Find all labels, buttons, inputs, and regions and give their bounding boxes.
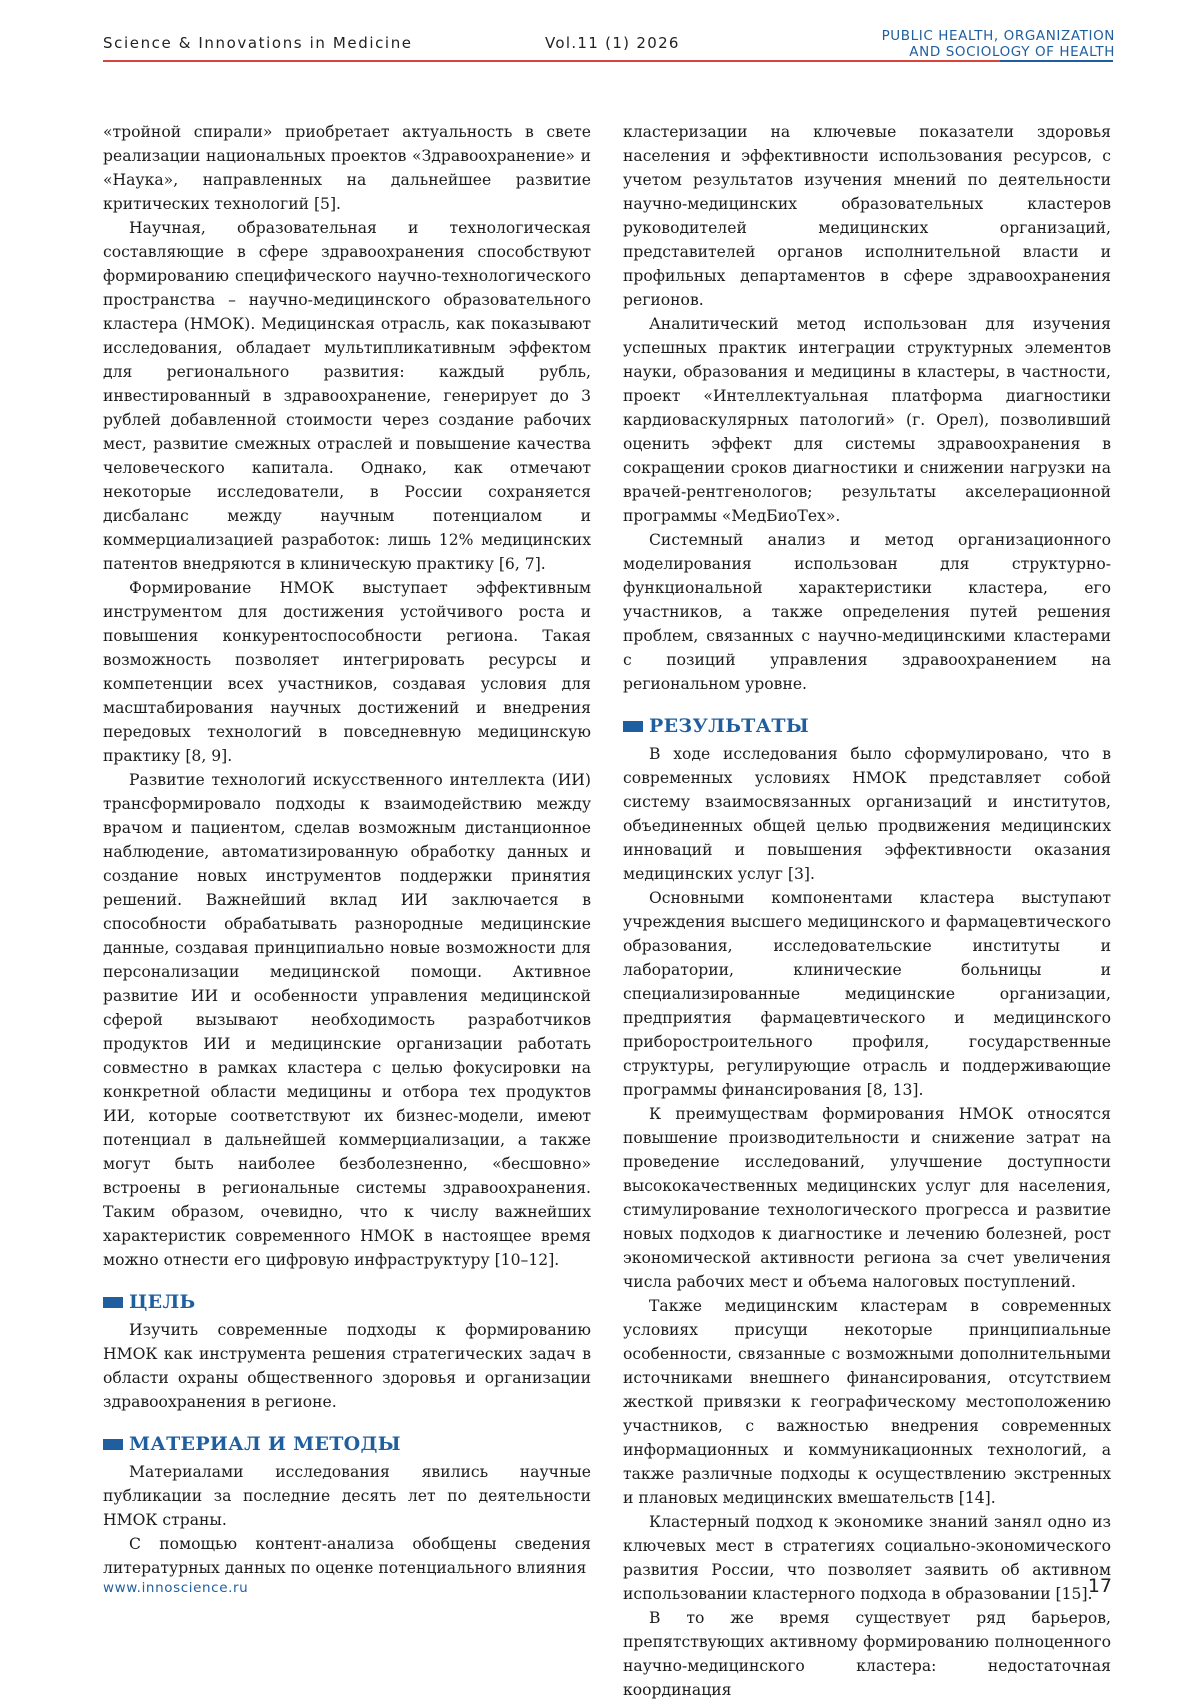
right-column xyxy=(623,120,1111,1702)
paragraph: Основными компонентами кластера выступают учреждения высшего медицинского и фармацевтического образования, исследовательские институты и лаборатории, клинические больницы и специализированные медицинские организации, предприятия фармацевтического и медицинского приборостроительного профиля, государственные структуры, регулирующие отрасль и поддерживающие программы финансирования [8, 13]. xyxy=(623,889,1111,1099)
left-column xyxy=(103,120,591,1580)
section-marker-icon xyxy=(103,1439,123,1450)
paragraph: Аналитический метод использован для изучения успешных практик интеграции структурных элементов науки, образования и медицины в кластеры, в частности, проект «Интеллектуальная платформа диагностики кардиоваскулярных патологий» (г. Орел), позволивший оценить эффект для системы здравоохранения в сокращении сроков диагностики и снижении нагрузки на врачей-рентгенологов; результаты акселерационной программы «МедБиоТех». xyxy=(623,315,1111,525)
paragraph: Изучить современные подходы к формированию НМОК как инструмента решения стратегических задач в области охраны общественного здоровья и организации здравоохранения в регионе. xyxy=(103,1321,591,1411)
section-heading-results xyxy=(623,714,1111,738)
section-marker-icon xyxy=(103,1297,123,1308)
journal-title: Science & Innovations in Medicine xyxy=(103,34,413,52)
paragraph: Научная, образовательная и технологическая составляющие в сфере здравоохранения способствуют формированию специфического научно-технологического пространства – научно-медицинского образовательного кластера (НМОК). Медицинская отрасль, как показывают исследования, обладает мультипликативным эффектом для регионального развития: каждый рубль, инвестированный в здравоохранение, генерирует до 3 рублей добавленной стоимости через создание рабочих мест, развитие смежных отраслей и повышение качества человеческого капитала. Однако, как отмечают некоторые исследователи, в России сохраняется дисбаланс между научным потенциалом и коммерциализацией разработок: лишь 12% медицинских патентов внедряются в клиническую практику [6, 7]. xyxy=(103,219,591,573)
header-rule-accent xyxy=(1000,60,1113,62)
section-heading-goal xyxy=(103,1290,591,1314)
paragraph: Формирование НМОК выступает эффективным инструментом для достижения устойчивого роста и повышения конкурентоспособности региона. Такая возможность позволяет интегрировать ресурсы и компетенции всех участников, создавая условия для масштабирования научных достижений и внедрения передовых технологий в повседневную медицинскую практику [8, 9]. xyxy=(103,579,591,765)
section-heading-text: РЕЗУЛЬТАТЫ xyxy=(649,715,809,737)
paragraph: Развитие технологий искусственного интеллекта (ИИ) трансформировало подходы к взаимодействию между врачом и пациентом, сделав возможным дистанционное наблюдение, автоматизированную обработку данных и создание новых инструментов поддержки принятия решений. Важнейший вклад ИИ заключается в способности обрабатывать разнородные медицинские данные, создавая принципиально новые возможности для персонализации медицинской помощи. Активное развитие ИИ и особенности управления медицинской сферой вызывают необходимость разработчиков продуктов ИИ и медицинские организации работать совместно в рамках кластера с целью фокусировки на конкретной области медицины и отбора тех продуктов ИИ, которые соответствуют их бизнес-модели, имеют потенциал в дальнейшей коммерциализации, а также могут быть наиболее безболезненно, «бесшовно» встроены в региональные системы здравоохранения. Таким образом, очевидно, что к числу важнейших характеристик современного НМОК в настоящее время можно отнести его цифровую инфраструктуру [10–12]. xyxy=(103,771,591,1269)
paragraph: В то же время существует ряд барьеров, препятствующих активному формированию полноценного научно-медицинского кластера: недостаточная координация xyxy=(623,1609,1111,1699)
section-heading-methods xyxy=(103,1432,591,1456)
header-rule xyxy=(103,60,1113,62)
section-title-line-2: AND SOCIOLOGY OF HEALTH xyxy=(909,44,1115,60)
volume-issue: Vol.11 (1) 2026 xyxy=(545,34,680,52)
page-number: 17 xyxy=(1087,1575,1112,1597)
paragraph: кластеризации на ключевые показатели здоровья населения и эффективности использования ресурсов, с учетом результатов изучения мнений по деятельности научно-медицинских образовательных кластеров руководителей медицинских организаций, представителей органов исполнительной власти и профильных департаментов в сфере здравоохранения регионов. xyxy=(623,123,1111,309)
paragraph: Также медицинским кластерам в современных условиях присущи некоторые принципиальные особенности, связанные с возможными дополнительными источниками внешнего финансирования, отсутствием жесткой привязки к географическому местоположению участников, с важностью внедрения современных информационных и коммуникационных технологий, а также различные подходы к осуществлению экстренных и плановых медицинских вмешательств [14]. xyxy=(623,1297,1111,1507)
section-title-line-1: PUBLIC HEALTH, ORGANIZATION xyxy=(881,28,1115,44)
paragraph: Материалами исследования явились научные публикации за последние десять лет по деятельности НМОК страны. xyxy=(103,1463,591,1529)
paragraph: С помощью контент-анализа обобщены сведения литературных данных по оценке потенциального влияния xyxy=(103,1535,591,1577)
section-heading-text: ЦЕЛЬ xyxy=(129,1291,196,1313)
section-heading-text: МАТЕРИАЛ И МЕТОДЫ xyxy=(129,1433,401,1455)
paragraph: Кластерный подход к экономике знаний занял одно из ключевых мест в стратегиях социально-экономического развития России, что позволяет заявить об активном использовании кластерного подхода в образовании [15]. xyxy=(623,1513,1111,1603)
page-header xyxy=(0,0,1200,66)
paragraph: Системный анализ и метод организационного моделирования использован для структурно-функциональной характеристики кластера, его участников, а также определения путей решения проблем, связанных с научно-медицинскими кластерами с позиций управления здравоохранением на региональном уровне. xyxy=(623,531,1111,693)
paragraph: К преимуществам формирования НМОК относятся повышение производительности и снижение затрат на проведение исследований, улучшение доступности высококачественных медицинских услуг для населения, стимулирование технологического прогресса и развитие новых подходов к диагностике и лечению болезней, рост экономической активности региона за счет увеличения числа рабочих мест и объема налоговых поступлений. xyxy=(623,1105,1111,1291)
paragraph: «тройной спирали» приобретает актуальность в свете реализации национальных проектов «Здравоохранение» и «Наука», направленных на дальнейшее развитие критических технологий [5]. xyxy=(103,123,591,213)
paragraph: В ходе исследования было сформулировано, что в современных условиях НМОК представляет собой систему взаимосвязанных организаций и институтов, объединенных общей целью продвижения медицинских инноваций и повышения эффективности оказания медицинских услуг [3]. xyxy=(623,745,1111,883)
journal-website-link[interactable]: www.innoscience.ru xyxy=(103,1580,249,1596)
section-title xyxy=(882,28,1115,60)
section-marker-icon xyxy=(623,721,643,732)
